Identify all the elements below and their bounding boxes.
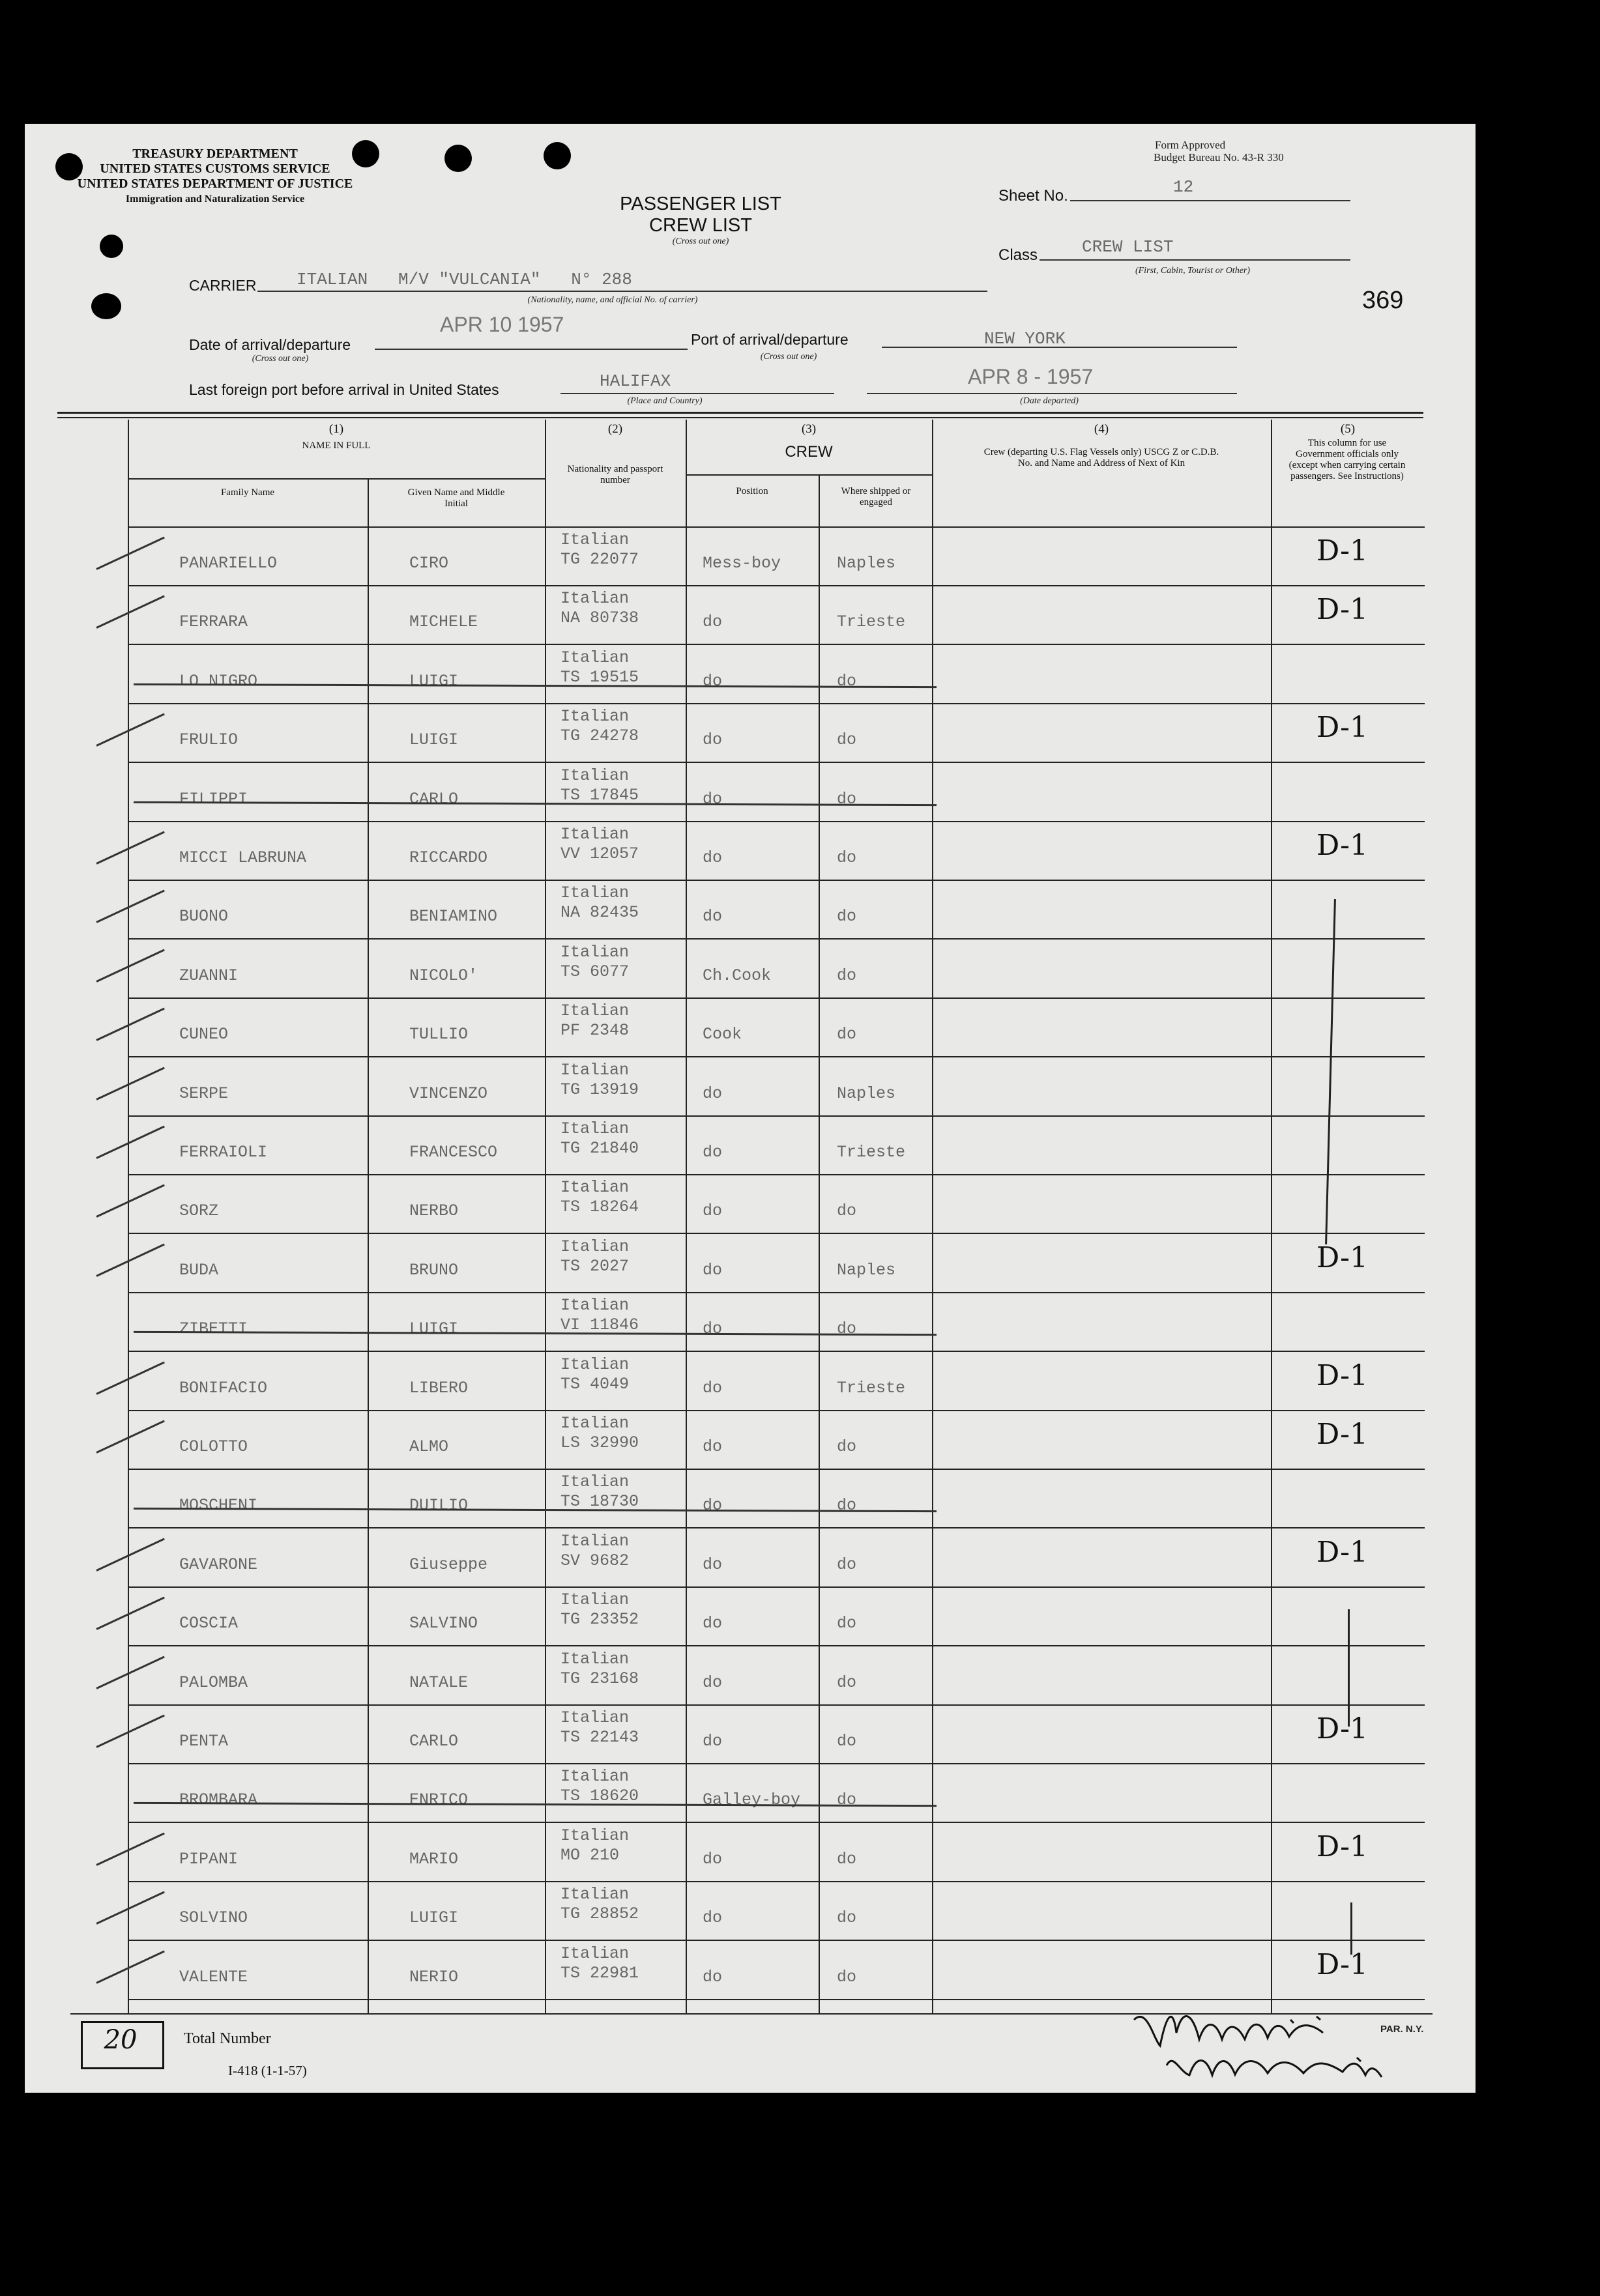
col3-title: CREW [785, 443, 833, 461]
table-divider [368, 480, 369, 2013]
table-row-line [128, 938, 1425, 940]
par-stamp: PAR. N.Y. [1380, 2024, 1424, 2035]
title-crew-list: CREW LIST [649, 215, 752, 236]
nationality: Italian [560, 883, 630, 902]
crew-position: do [703, 1908, 723, 1927]
government-mark: D-1 [1316, 829, 1368, 862]
family-name: PANARIELLO [179, 554, 278, 573]
family-name: FERRAIOLI [179, 1143, 268, 1162]
where-shipped: do [837, 1968, 857, 1987]
where-shipped: do [837, 730, 857, 749]
where-shipped: do [837, 1319, 857, 1338]
table-row-line [128, 762, 1425, 763]
table-row-line [128, 1822, 1425, 1823]
family-name: BUDA [179, 1261, 219, 1280]
passport-number: TG 23168 [560, 1669, 639, 1688]
passport-number: NA 80738 [560, 609, 639, 627]
table-divider [128, 526, 1425, 528]
punch-hole [544, 142, 571, 169]
punch-hole [91, 293, 121, 319]
header-rule [57, 417, 1423, 418]
family-name: COSCIA [179, 1614, 239, 1633]
nationality: Italian [560, 707, 630, 726]
table-row-line [128, 1410, 1425, 1411]
where-shipped: do [837, 1790, 857, 1809]
passport-number: TS 22981 [560, 1964, 639, 1983]
given-name: BRUNO [409, 1261, 459, 1280]
nationality: Italian [560, 1178, 630, 1197]
nationality: Italian [560, 1532, 630, 1551]
header-rule [57, 412, 1423, 414]
given-name: LUIGI [409, 1908, 459, 1927]
port-label: Port of arrival/departure [691, 331, 849, 348]
class-value: CREW LIST [1082, 237, 1174, 257]
table-row-line [128, 1174, 1425, 1175]
crew-position: do [703, 848, 723, 867]
crew-position: Cook [703, 1025, 742, 1044]
table-divider [686, 420, 687, 2013]
crew-position: do [703, 612, 723, 631]
official-signature [1127, 1994, 1434, 2091]
passport-number: TG 24278 [560, 726, 639, 745]
government-mark: D-1 [1316, 1536, 1368, 1569]
family-name: CUNEO [179, 1025, 229, 1044]
col4-title: Crew (departing U.S. Flag Vessels only) USCG Z or C.D.B. No. and Name and Address of Next of Kin [983, 447, 1219, 468]
family-name: GAVARONE [179, 1555, 258, 1574]
table-row-line [128, 1645, 1425, 1646]
family-name: SORZ [179, 1201, 219, 1220]
table-divider [1271, 420, 1272, 2013]
family-name: SERPE [179, 1084, 229, 1103]
crew-position: do [703, 1496, 723, 1515]
col4-number: (4) [1094, 422, 1109, 436]
passport-number: TS 4049 [560, 1375, 630, 1394]
sheet-label: Sheet No. [998, 187, 1068, 205]
where-shipped: do [837, 907, 857, 926]
passport-number: TS 18620 [560, 1787, 639, 1805]
where-shipped: Naples [837, 1084, 896, 1103]
lastport-value: HALIFAX [600, 371, 671, 391]
agency-line: Immigration and Naturalization Service [125, 194, 305, 205]
table-row-line [128, 1881, 1425, 1882]
carrier-value: ITALIAN M/V "VULCANIA" N° 288 [297, 270, 632, 289]
nationality: Italian [560, 1944, 630, 1963]
table-divider [545, 420, 546, 2013]
port-hint: (Cross out one) [760, 352, 817, 362]
table-row-line [128, 585, 1425, 586]
nationality: Italian [560, 1826, 630, 1845]
where-shipped: do [837, 1496, 857, 1515]
family-name: MOSCHENI [179, 1496, 258, 1515]
col3-where: Where shipped or engaged [841, 486, 911, 508]
page-number: 369 [1362, 287, 1404, 314]
family-name: FILIPPI [179, 790, 248, 809]
passport-number: TG 23352 [560, 1610, 639, 1629]
table-row-line [128, 644, 1425, 645]
title-passenger-list: PASSENGER LIST [620, 194, 781, 214]
table-row-line [128, 1527, 1425, 1528]
crew-position: do [703, 1319, 723, 1338]
nationality: Italian [560, 1650, 630, 1669]
lastport-label: Last foreign port before arrival in United States [189, 381, 499, 398]
nationality: Italian [560, 1708, 630, 1727]
nationality: Italian [560, 1001, 630, 1020]
col2-title: Nationality and passport number [567, 464, 663, 485]
where-shipped: Naples [837, 554, 896, 573]
given-name: DUILIO [409, 1496, 469, 1515]
table-row-line [128, 1586, 1425, 1588]
crew-position: do [703, 1732, 723, 1751]
given-name: ENRICO [409, 1790, 469, 1809]
date-underline [375, 349, 688, 350]
given-name: ALMO [409, 1437, 449, 1456]
col1-given: Given Name and Middle Initial [407, 487, 505, 509]
table-divider [686, 474, 932, 476]
table-row-line [128, 1233, 1425, 1234]
given-name: NERBO [409, 1201, 459, 1220]
given-name: CARLO [409, 1732, 459, 1751]
government-mark: D-1 [1316, 1712, 1368, 1745]
given-name: LUIGI [409, 672, 459, 691]
family-name: ZUANNI [179, 966, 239, 985]
punch-hole [444, 145, 472, 172]
family-name: COLOTTO [179, 1437, 248, 1456]
family-name: PENTA [179, 1732, 229, 1751]
table-row-line [128, 1763, 1425, 1764]
passport-number: VI 11846 [560, 1315, 639, 1334]
table-row-line [128, 703, 1425, 704]
punch-hole [100, 235, 123, 258]
passport-number: TS 22143 [560, 1728, 639, 1747]
where-shipped: do [837, 848, 857, 867]
class-hint: (First, Cabin, Tourist or Other) [1135, 266, 1251, 276]
where-shipped: do [837, 1908, 857, 1927]
where-shipped: Trieste [837, 1143, 906, 1162]
col5-number: (5) [1340, 422, 1356, 436]
given-name: NERIO [409, 1968, 459, 1987]
given-name: NICOLO' [409, 966, 478, 985]
given-name: RICCARDO [409, 848, 488, 867]
table-row-line [128, 1704, 1425, 1706]
where-shipped: do [837, 966, 857, 985]
crew-position: do [703, 672, 723, 691]
given-name: MICHELE [409, 612, 478, 631]
nationality: Italian [560, 1237, 630, 1256]
table-divider [128, 478, 545, 480]
port-value: NEW YORK [984, 329, 1066, 349]
lastport-hint: (Place and Country) [627, 396, 703, 406]
crew-position: do [703, 1850, 723, 1869]
nationality: Italian [560, 648, 630, 667]
where-shipped: Trieste [837, 612, 906, 631]
government-mark: D-1 [1316, 711, 1368, 744]
where-shipped: do [837, 672, 857, 691]
nationality: Italian [560, 825, 630, 844]
cross-out-hint: (Cross out one) [672, 237, 729, 246]
table-row-line [128, 1115, 1425, 1117]
passport-number: LS 32990 [560, 1433, 639, 1452]
passport-number: TS 2027 [560, 1257, 630, 1276]
family-name: SOLVINO [179, 1908, 248, 1927]
family-name: BUONO [179, 907, 229, 926]
given-name: LUIGI [409, 1319, 459, 1338]
government-mark: D-1 [1316, 1418, 1368, 1451]
table-row-line [128, 1940, 1425, 1941]
nationality: Italian [560, 1296, 630, 1315]
date-value: APR 10 1957 [440, 313, 564, 336]
col3-position: Position [736, 486, 768, 496]
agency-line: TREASURY DEPARTMENT [132, 147, 298, 161]
given-name: VINCENZO [409, 1084, 488, 1103]
crew-position: do [703, 1143, 723, 1162]
ditto-stroke [1350, 1902, 1352, 1955]
date-departed-hint: (Date departed) [1020, 396, 1079, 406]
crew-position: do [703, 1555, 723, 1574]
nationality: Italian [560, 1355, 630, 1374]
government-mark: D-1 [1316, 593, 1368, 626]
col2-number: (2) [607, 422, 623, 436]
date-departed-value: APR 8 - 1957 [968, 365, 1094, 388]
where-shipped: Naples [837, 1261, 896, 1280]
nationality: Italian [560, 1061, 630, 1080]
given-name: SALVINO [409, 1614, 478, 1633]
crew-position: do [703, 1437, 723, 1456]
ditto-stroke [1348, 1609, 1350, 1727]
passport-number: TS 19515 [560, 668, 639, 687]
lastport-underline [560, 393, 834, 394]
family-name: LO NIGRO [179, 672, 258, 691]
passport-number: TS 18730 [560, 1492, 639, 1511]
crew-position: Ch.Cook [703, 966, 772, 985]
crew-position: do [703, 1673, 723, 1692]
given-name: NATALE [409, 1673, 469, 1692]
carrier-label: CARRIER [189, 277, 257, 294]
government-mark: D-1 [1316, 1241, 1368, 1274]
family-name: VALENTE [179, 1968, 248, 1987]
crew-position: do [703, 1379, 723, 1398]
col1-title: NAME IN FULL [302, 440, 371, 451]
col1-number: (1) [328, 422, 344, 436]
where-shipped: do [837, 1025, 857, 1044]
family-name: PIPANI [179, 1850, 239, 1869]
agency-line: UNITED STATES DEPARTMENT OF JUSTICE [77, 177, 353, 191]
government-mark: D-1 [1316, 1359, 1368, 1392]
nationality: Italian [560, 1119, 630, 1138]
table-row-line [128, 821, 1425, 822]
given-name: LUIGI [409, 730, 459, 749]
table-row-line [128, 1351, 1425, 1352]
family-name: BONIFACIO [179, 1379, 268, 1398]
table-divider [932, 420, 933, 2013]
where-shipped: Trieste [837, 1379, 906, 1398]
crew-position: do [703, 1614, 723, 1633]
table-divider [819, 476, 820, 2013]
passport-number: VV 12057 [560, 844, 639, 863]
where-shipped: do [837, 1732, 857, 1751]
form-number: I-418 (1-1-57) [228, 2063, 307, 2078]
class-label: Class [998, 246, 1038, 264]
passport-number: MO 210 [560, 1846, 620, 1865]
carrier-hint: (Nationality, name, and official No. of carrier) [527, 295, 698, 305]
nationality: Italian [560, 943, 630, 962]
where-shipped: do [837, 1614, 857, 1633]
date-hint: (Cross out one) [252, 354, 309, 364]
family-name: FERRARA [179, 612, 248, 631]
crew-position: do [703, 1261, 723, 1280]
passport-number: NA 82435 [560, 903, 639, 922]
family-name: FRULIO [179, 730, 239, 749]
passport-number: TG 21840 [560, 1139, 639, 1158]
crew-position: do [703, 1201, 723, 1220]
passport-number: TG 13919 [560, 1080, 639, 1099]
crew-position: do [703, 1968, 723, 1987]
nationality: Italian [560, 1767, 630, 1786]
family-name: MICCI LABRUNA [179, 848, 307, 867]
col3-number: (3) [801, 422, 817, 436]
passport-number: TS 18264 [560, 1198, 639, 1216]
where-shipped: do [837, 1673, 857, 1692]
nationality: Italian [560, 589, 630, 608]
crew-position: Galley-boy [703, 1790, 801, 1809]
date-label: Date of arrival/departure [189, 336, 351, 353]
given-name: MARIO [409, 1850, 459, 1869]
crew-position: do [703, 907, 723, 926]
government-mark: D-1 [1316, 534, 1368, 567]
family-name: PALOMBA [179, 1673, 248, 1692]
given-name: BENIAMINO [409, 907, 498, 926]
crew-position: do [703, 1084, 723, 1103]
where-shipped: do [837, 1555, 857, 1574]
crew-position: do [703, 730, 723, 749]
total-number-value: 20 [104, 2025, 138, 2055]
passport-number: TG 28852 [560, 1904, 639, 1923]
family-name: ZIBETTI [179, 1319, 248, 1338]
budget-bureau: Budget Bureau No. 43-R 330 [1154, 151, 1284, 164]
nationality: Italian [560, 530, 630, 549]
passport-number: TS 6077 [560, 962, 630, 981]
where-shipped: do [837, 1437, 857, 1456]
given-name: Giuseppe [409, 1555, 488, 1574]
where-shipped: do [837, 1850, 857, 1869]
table-border [128, 420, 129, 2013]
class-underline [1040, 259, 1350, 261]
table-row-line [128, 997, 1425, 999]
nationality: Italian [560, 766, 630, 785]
table-row-line [128, 880, 1425, 881]
date-departed-underline [867, 393, 1237, 394]
sheet-number: 12 [1173, 177, 1194, 197]
passport-number: TG 22077 [560, 550, 639, 569]
sheet-underline [1070, 200, 1350, 201]
family-name: BROMBARA [179, 1790, 258, 1809]
nationality: Italian [560, 1885, 630, 1904]
col1-family: Family Name [220, 487, 275, 498]
passport-number: SV 9682 [560, 1551, 630, 1570]
given-name: CARLO [409, 790, 459, 809]
passport-number: PF 2348 [560, 1021, 630, 1040]
total-number-label: Total Number [184, 2030, 271, 2047]
table-row-line [128, 1056, 1425, 1057]
given-name: FRANCESCO [409, 1143, 498, 1162]
where-shipped: do [837, 790, 857, 809]
given-name: LIBERO [409, 1379, 469, 1398]
government-mark: D-1 [1316, 1830, 1368, 1863]
nationality: Italian [560, 1414, 630, 1433]
table-row-line [128, 1292, 1425, 1293]
form-approved: Form Approved [1155, 139, 1226, 151]
table-row-line [128, 1469, 1425, 1470]
given-name: TULLIO [409, 1025, 469, 1044]
government-mark: D-1 [1316, 1948, 1368, 1981]
agency-line: UNITED STATES CUSTOMS SERVICE [100, 162, 330, 176]
passport-number: TS 17845 [560, 786, 639, 805]
where-shipped: do [837, 1201, 857, 1220]
nationality: Italian [560, 1472, 630, 1491]
crew-position: do [703, 790, 723, 809]
crew-position: Mess-boy [703, 554, 781, 573]
given-name: CIRO [409, 554, 449, 573]
carrier-underline [257, 291, 987, 292]
col5-title: This column for use Government officials only (except when carrying certain passengers. See Instructions) [1288, 438, 1406, 481]
agency-block [65, 147, 365, 207]
nationality: Italian [560, 1590, 630, 1609]
